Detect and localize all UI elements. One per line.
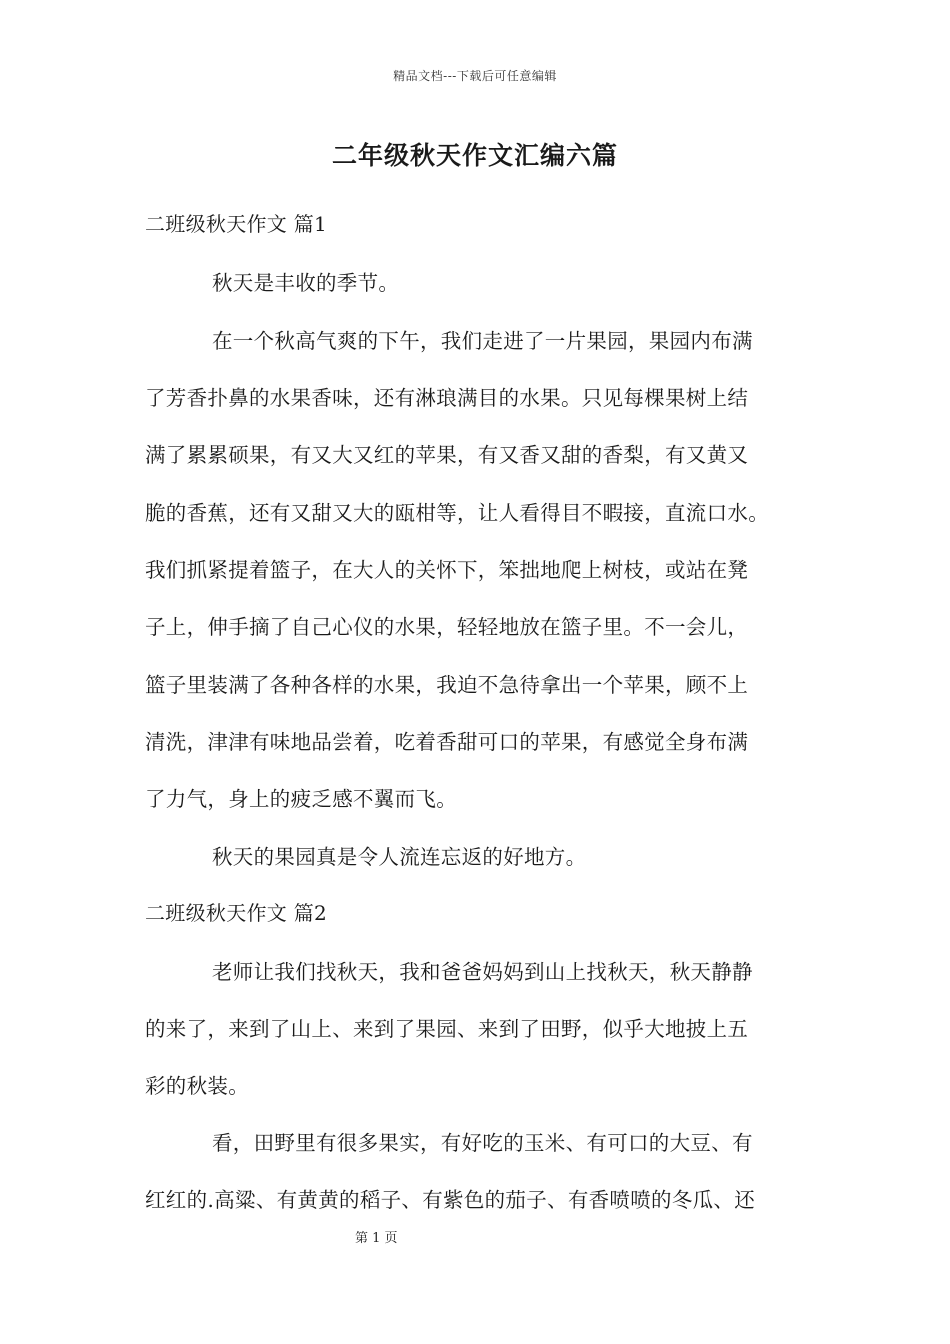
page-number: 第 1 页: [355, 1231, 398, 1246]
paragraph-line: 老师让我们找秋天，我和爸爸妈妈到山上找秋天，秋天静静: [212, 960, 753, 984]
paragraph-line: 秋天的果园真是令人流连忘返的好地方。: [212, 845, 587, 869]
paragraph-line: 我们抓紧提着篮子，在大人的关怀下，笨拙地爬上树枝，或站在凳: [145, 558, 749, 582]
paragraph-line: 看，田野里有很多果实，有好吃的玉米、有可口的大豆、有: [212, 1131, 753, 1155]
section-heading: 二班级秋天作文 篇1: [145, 212, 328, 236]
paragraph-line: 的来了，来到了山上、来到了果园、来到了田野，似乎大地披上五: [145, 1017, 749, 1041]
paragraph-line: 了力气，身上的疲乏感不翼而飞。: [145, 787, 457, 811]
section-heading: 二班级秋天作文 篇2: [145, 901, 328, 925]
paragraph-line: 红红的.高粱、有黄黄的稻子、有紫色的茄子、有香喷喷的冬瓜、还: [145, 1188, 756, 1212]
header-note: 精品文档---下载后可任意编辑: [393, 69, 557, 83]
paragraph-line: 在一个秋高气爽的下午，我们走进了一片果园，果园内布满: [212, 329, 753, 353]
paragraph-line: 篮子里装满了各种各样的水果，我迫不急待拿出一个苹果，顾不上: [145, 673, 749, 697]
paragraph-line: 满了累累硕果，有又大又红的苹果，有又香又甜的香梨，有又黄又: [145, 443, 749, 467]
paragraph-line: 子上，伸手摘了自己心仪的水果，轻轻地放在篮子里。不一会儿，: [145, 615, 749, 639]
paragraph-line: 秋天是丰收的季节。: [212, 271, 400, 295]
paragraph-line: 脆的香蕉，还有又甜又大的瓯柑等，让人看得目不暇接，直流口水。: [145, 501, 769, 525]
paragraph-line: 了芳香扑鼻的水果香味，还有淋琅满目的水果。只见每棵果树上结: [145, 386, 749, 410]
paragraph-line: 彩的秋装。: [145, 1074, 249, 1098]
document-title: 二年级秋天作文汇编六篇: [331, 141, 618, 170]
paragraph-line: 清洗，津津有味地品尝着，吃着香甜可口的苹果，有感觉全身布满: [145, 730, 749, 754]
